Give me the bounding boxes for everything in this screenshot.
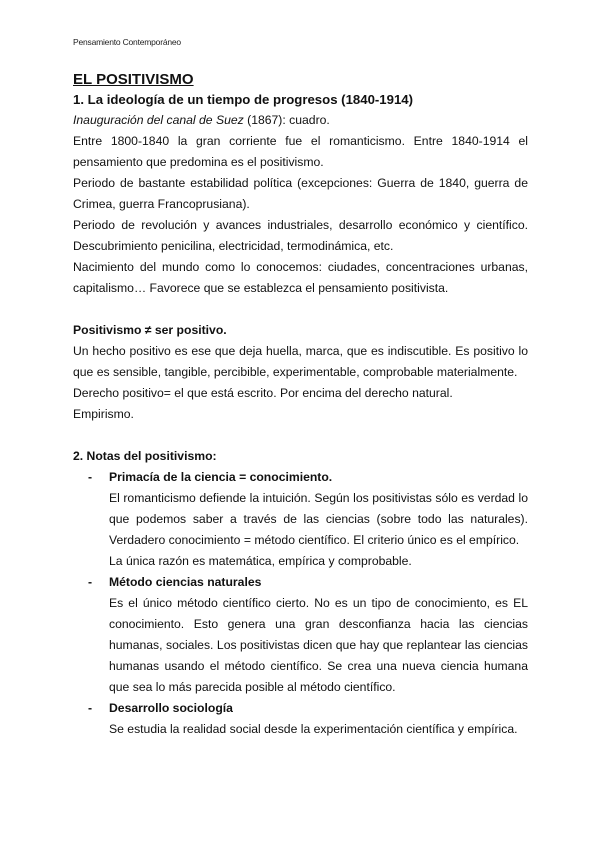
bullet-title: Desarrollo sociología [109, 701, 233, 715]
spacer [73, 425, 528, 446]
bullet-line: que podemos saber a través de las ciencias (sobre todo las naturales). [109, 512, 528, 526]
para3-line1: Periodo de revolución y avances industriales, desarrollo económico y científico. [73, 218, 528, 232]
positivismo-line1: Un hecho positivo es ese que deja huella, marca, que es indiscutible. Es positivo lo [73, 344, 528, 358]
bullet-body [73, 488, 528, 572]
para1-line2: pensamiento que predomina es el positivismo. [73, 155, 324, 169]
para4-line2: capitalismo… Favorece que se establezca el pensamiento positivista. [73, 281, 449, 295]
positivismo-heading: Positivismo ≠ ser positivo. [73, 323, 227, 337]
document-body [73, 70, 528, 740]
positivismo-line4: Empirismo. [73, 407, 134, 421]
bullet-list [73, 467, 528, 740]
bullet-line: La única razón es matemática, empírica y comprobable. [109, 554, 412, 568]
bullet-line: Es el único método científico cierto. No es un tipo de conocimiento, es EL [109, 596, 528, 610]
para2-line1: Periodo de bastante estabilidad política (excepciones: Guerra de 1840, guerra de [73, 176, 528, 190]
bullet-line: Se estudia la realidad social desde la experimentación científica y empírica. [109, 722, 518, 736]
bullet-head [73, 467, 528, 488]
bullet-head [73, 698, 528, 719]
para4-line1: Nacimiento del mundo como lo conocemos: ciudades, concentraciones urbanas, [73, 260, 528, 274]
bullet-line: El romanticismo defiende la intuición. Según los positivistas sólo es verdad lo [109, 491, 528, 505]
positivismo-line2: que es sensible, tangible, percibible, experimentable, comprobable materialmente. [73, 365, 518, 379]
bullet-body [73, 719, 528, 740]
suez-italic: Inauguración del canal de Suez [73, 113, 244, 127]
para2-line2: Crimea, guerra Francoprusiana). [73, 197, 250, 211]
suez-rest: (1867): cuadro. [243, 113, 330, 127]
bullet-line: humanas usando el método científico. Se crea una nueva ciencia humana [109, 659, 528, 673]
para1-line1: Entre 1800-1840 la gran corriente fue el romanticismo. Entre 1840-1914 el [73, 134, 528, 148]
spacer [73, 299, 528, 320]
bullet-body [73, 593, 528, 698]
bullet-line: Verdadero conocimiento = método científico. El criterio único es el empírico. [109, 533, 520, 547]
suez-line [73, 110, 528, 131]
bullet-dash: - [88, 701, 93, 715]
document-title: EL POSITIVISMO [73, 71, 194, 88]
section-1-heading: 1. La ideología de un tiempo de progresos (1840-1914) [73, 92, 414, 107]
bullet-title: Método ciencias naturales [109, 575, 262, 589]
positivismo-line3: Derecho positivo= el que está escrito. Por encima del derecho natural. [73, 386, 453, 400]
bullet-line: conocimiento. Esto genera una gran desconfianza hacia las ciencias [109, 617, 528, 631]
para3-line2: Descubrimiento penicilina, electricidad, termodinámica, etc. [73, 239, 394, 253]
bullet-line: humanas, sociales. Los positivistas dicen que hay que replantear las ciencias [109, 638, 528, 652]
bullet-head [73, 572, 528, 593]
section-2-heading: 2. Notas del positivismo: [73, 449, 217, 463]
bullet-dash: - [88, 470, 93, 484]
bullet-dash: - [88, 575, 93, 589]
bullet-title: Primacía de la ciencia = conocimiento. [109, 470, 333, 484]
running-header: Pensamiento Contemporáneo [73, 37, 181, 47]
bullet-line: que sea lo más parecida posible al método científico. [109, 680, 396, 694]
